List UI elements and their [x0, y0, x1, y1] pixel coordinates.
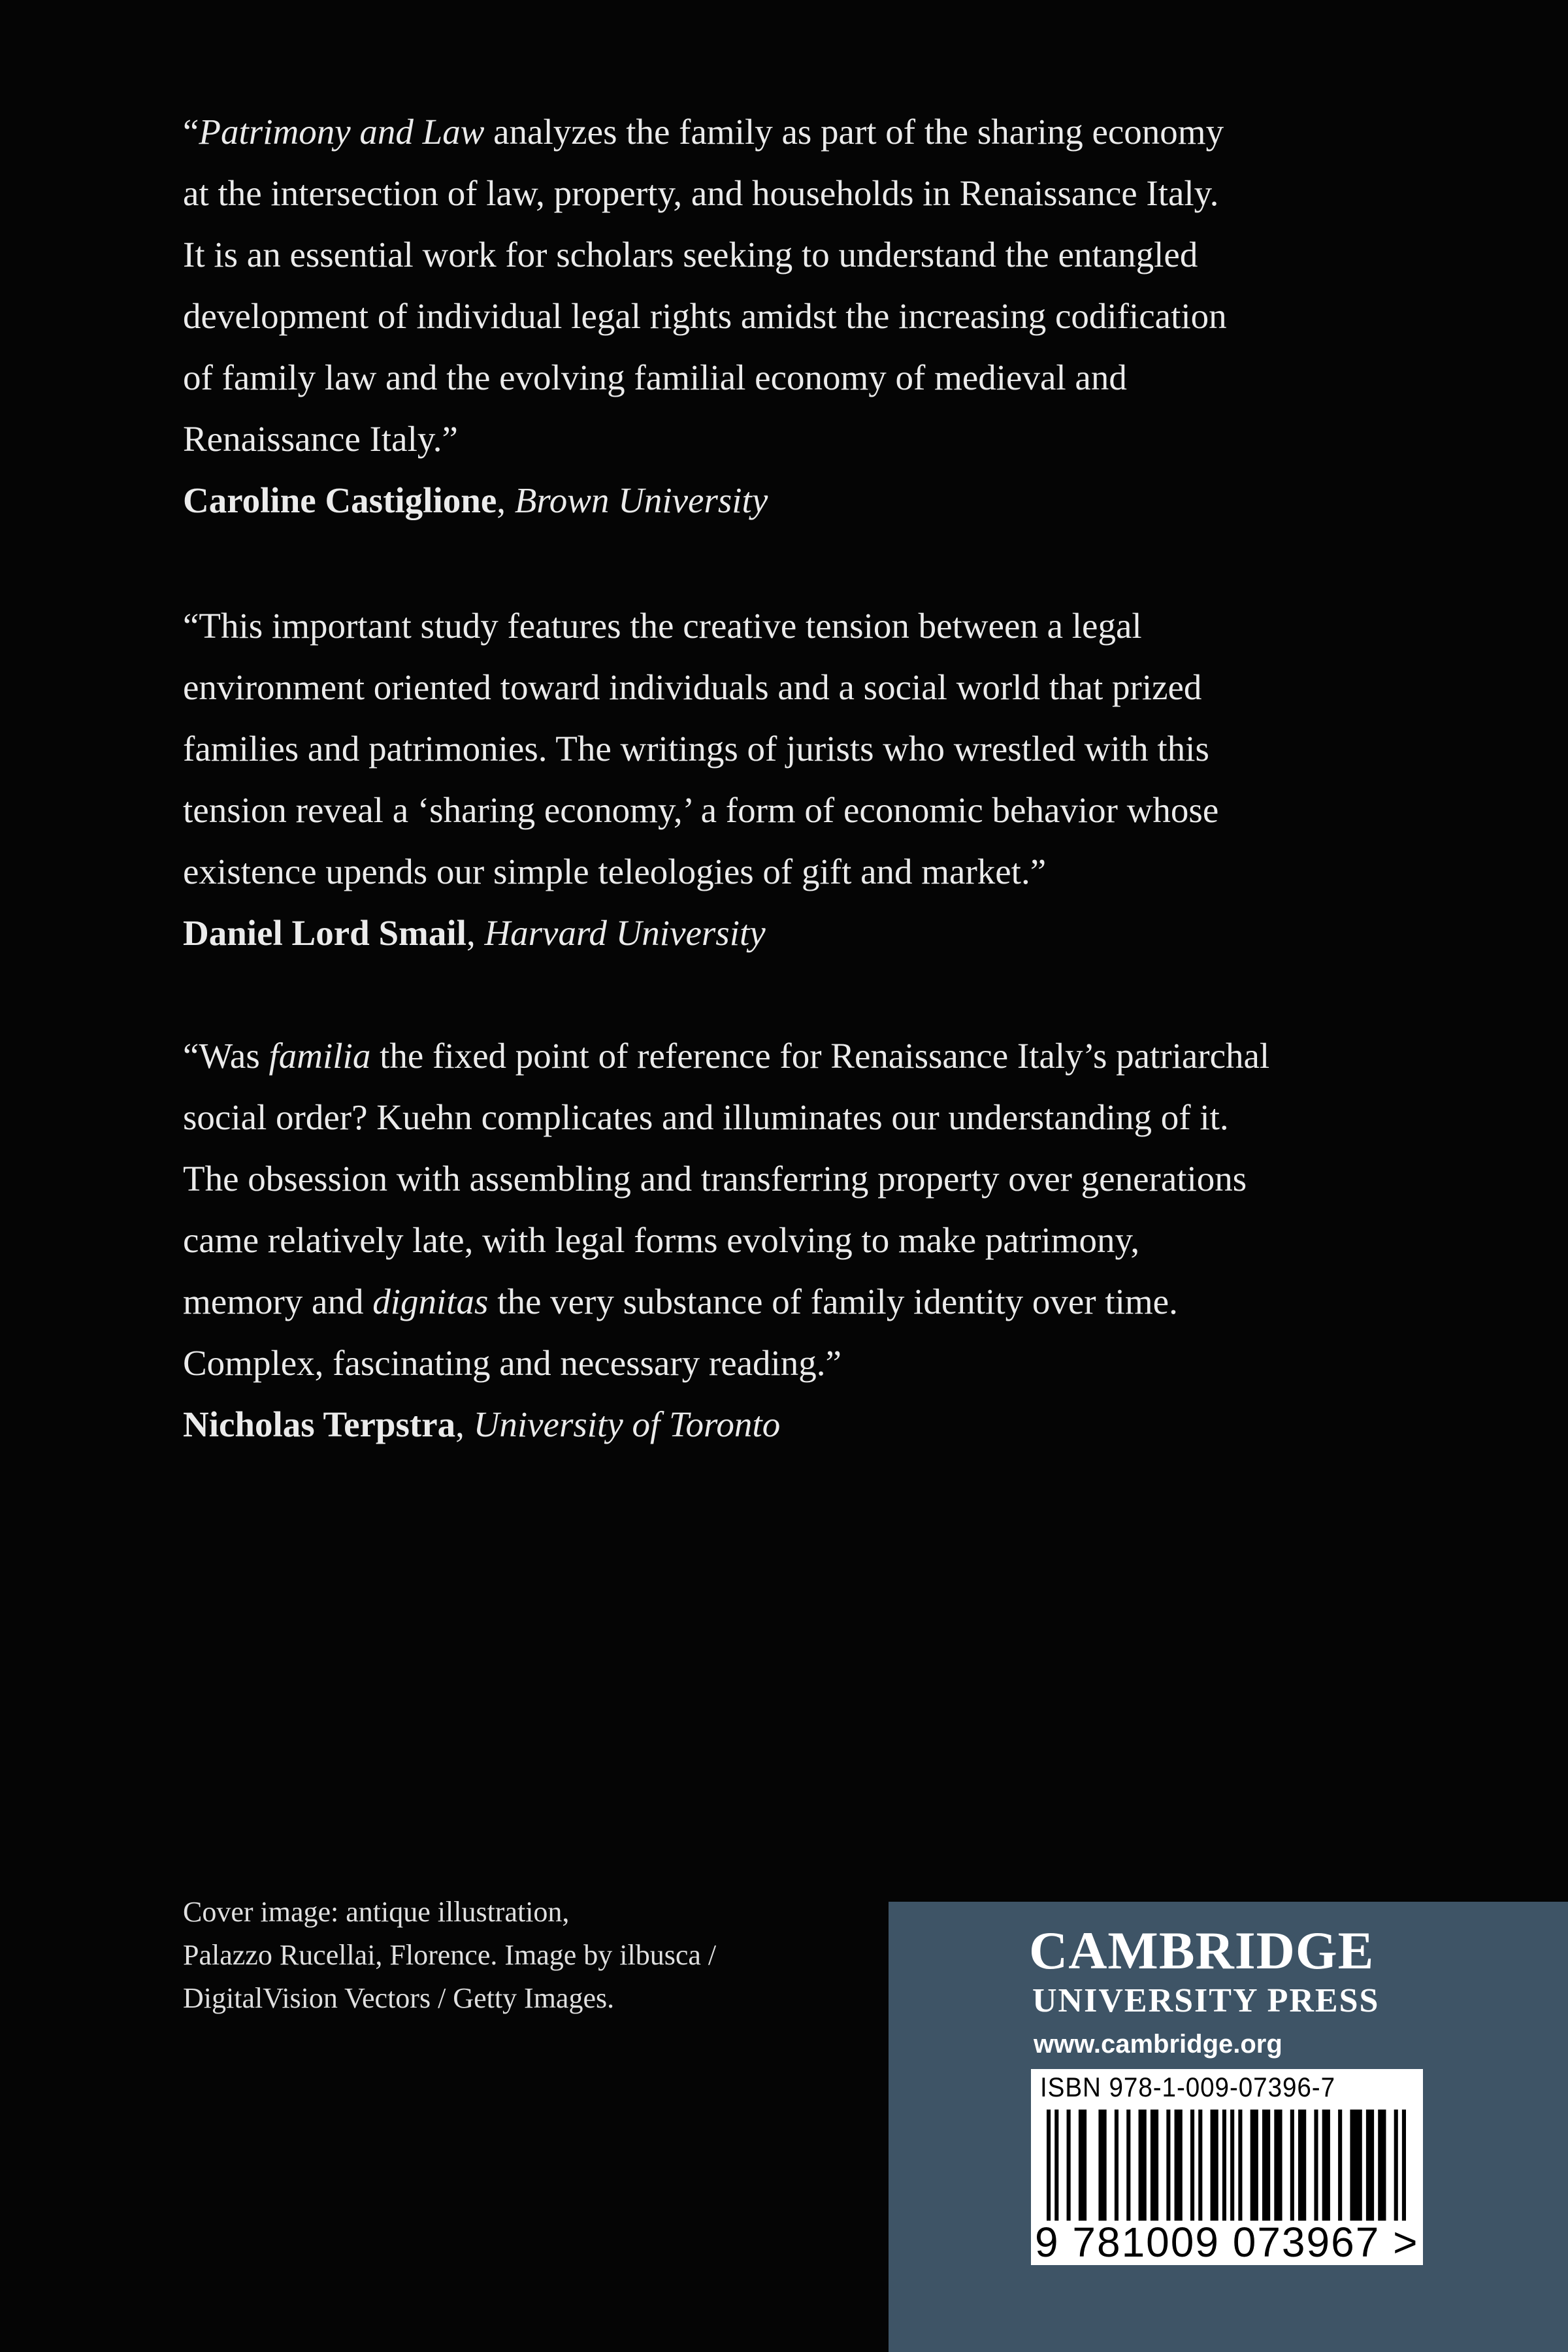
barcode-bar — [1198, 2110, 1202, 2221]
quote-line: came relatively late, with legal forms evolving to make patrimony, — [183, 1220, 1140, 1260]
quote-line: Complex, fascinating and necessary reading.” — [183, 1343, 841, 1383]
quote-author: Daniel Lord Smail — [183, 913, 466, 953]
barcode-bar — [1222, 2110, 1226, 2221]
blurb-quote-3 — [183, 1025, 1411, 1455]
quote-line: memory and dignitas the very substance of family identity over time. — [183, 1282, 1178, 1321]
barcode-bar — [1298, 2110, 1306, 2221]
quote-text — [183, 595, 1411, 903]
quote-affiliation: University of Toronto — [473, 1404, 781, 1444]
quote-line: environment oriented toward individuals and a social world that prized — [183, 667, 1202, 707]
attribution-separator: , — [466, 913, 485, 953]
barcode-bar — [1350, 2110, 1362, 2221]
attribution-separator: , — [497, 480, 515, 520]
barcode-bar — [1250, 2110, 1258, 2221]
quote-line: of family law and the evolving familial economy of medieval and — [183, 357, 1127, 397]
blurb-quote-1 — [183, 101, 1411, 531]
quote-line: “Was familia the fixed point of reference for Renaissance Italy’s patriarchal — [183, 1036, 1270, 1076]
barcode-bar — [1322, 2110, 1330, 2221]
barcode-bar — [1175, 2110, 1183, 2221]
quote-line: The obsession with assembling and transferring property over generations — [183, 1159, 1247, 1199]
quote-line: “This important study features the creative tension between a legal — [183, 606, 1142, 646]
cover-image-credit — [183, 1891, 836, 2020]
quote-attribution — [183, 903, 1411, 964]
isbn-barcode — [1031, 2069, 1423, 2265]
quote-author: Caroline Castiglione — [183, 480, 497, 520]
barcode-bar — [1378, 2110, 1386, 2221]
quote-author: Nicholas Terpstra — [183, 1404, 456, 1444]
barcode-bar — [1366, 2110, 1374, 2221]
barcode-bar — [1262, 2110, 1270, 2221]
barcode-bar — [1394, 2110, 1398, 2221]
quote-line: development of individual legal rights amidst the increasing codification — [183, 296, 1227, 336]
barcode-bar — [1151, 2110, 1158, 2221]
quote-attribution — [183, 1394, 1411, 1455]
barcode-bars — [1047, 2110, 1406, 2221]
isbn-label: ISBN 978-1-009-07396-7 — [1040, 2072, 1336, 2102]
quote-line: “Patrimony and Law analyzes the family as part of the sharing economy — [183, 112, 1224, 152]
quote-line: existence upends our simple teleologies of gift and market.” — [183, 852, 1047, 891]
quote-line: at the intersection of law, property, and households in Renaissance Italy. — [183, 173, 1219, 213]
barcode-bar — [1098, 2110, 1106, 2221]
barcode-digits: 9 781009 073967 > — [1035, 2219, 1419, 2266]
attribution-separator: , — [455, 1404, 474, 1444]
quote-text — [183, 1025, 1411, 1394]
credit-line: DigitalVision Vectors / Getty Images. — [183, 1982, 615, 2014]
barcode-bar — [1290, 2110, 1294, 2221]
barcode-bar — [1402, 2110, 1406, 2221]
quote-affiliation: Harvard University — [484, 913, 766, 953]
barcode-bar — [1230, 2110, 1234, 2221]
quote-line: families and patrimonies. The writings of jurists who wrestled with this — [183, 729, 1209, 769]
blurb-quote-2 — [183, 595, 1411, 964]
quote-affiliation: Brown University — [514, 480, 768, 520]
quote-line: Renaissance Italy.” — [183, 419, 458, 459]
barcode-bar — [1115, 2110, 1119, 2221]
credit-line: Cover image: antique illustration, — [183, 1896, 570, 1928]
barcode-bar — [1314, 2110, 1318, 2221]
barcode-bar — [1338, 2110, 1342, 2221]
barcode-bar — [1190, 2110, 1194, 2221]
barcode-bar — [1054, 2110, 1058, 2221]
barcode-bar — [1067, 2110, 1071, 2221]
barcode-bar — [1238, 2110, 1242, 2221]
barcode-bar — [1047, 2110, 1051, 2221]
quote-line: tension reveal a ‘sharing economy,’ a form of economic behavior whose — [183, 790, 1219, 830]
barcode-bar — [1274, 2110, 1282, 2221]
publisher-panel — [889, 1902, 1568, 2352]
credit-line: Palazzo Rucellai, Florence. Image by ilbusca / — [183, 1939, 717, 1971]
quote-line: social order? Kuehn complicates and illuminates our understanding of it. — [183, 1097, 1229, 1137]
publisher-url: www.cambridge.org — [1034, 2030, 1282, 2059]
quote-text — [183, 101, 1411, 470]
quote-attribution — [183, 470, 1411, 531]
barcode-bar — [1079, 2110, 1086, 2221]
barcode-bar — [1126, 2110, 1130, 2221]
barcode-bar — [1166, 2110, 1170, 2221]
barcode-bar — [1139, 2110, 1147, 2221]
quote-line: It is an essential work for scholars seeking to understand the entangled — [183, 235, 1198, 274]
publisher-logo-name: CAMBRIDGE — [1029, 1921, 1375, 1980]
barcode-bar — [1211, 2110, 1218, 2221]
publisher-logo-subtitle: UNIVERSITY PRESS — [1032, 1982, 1380, 2019]
